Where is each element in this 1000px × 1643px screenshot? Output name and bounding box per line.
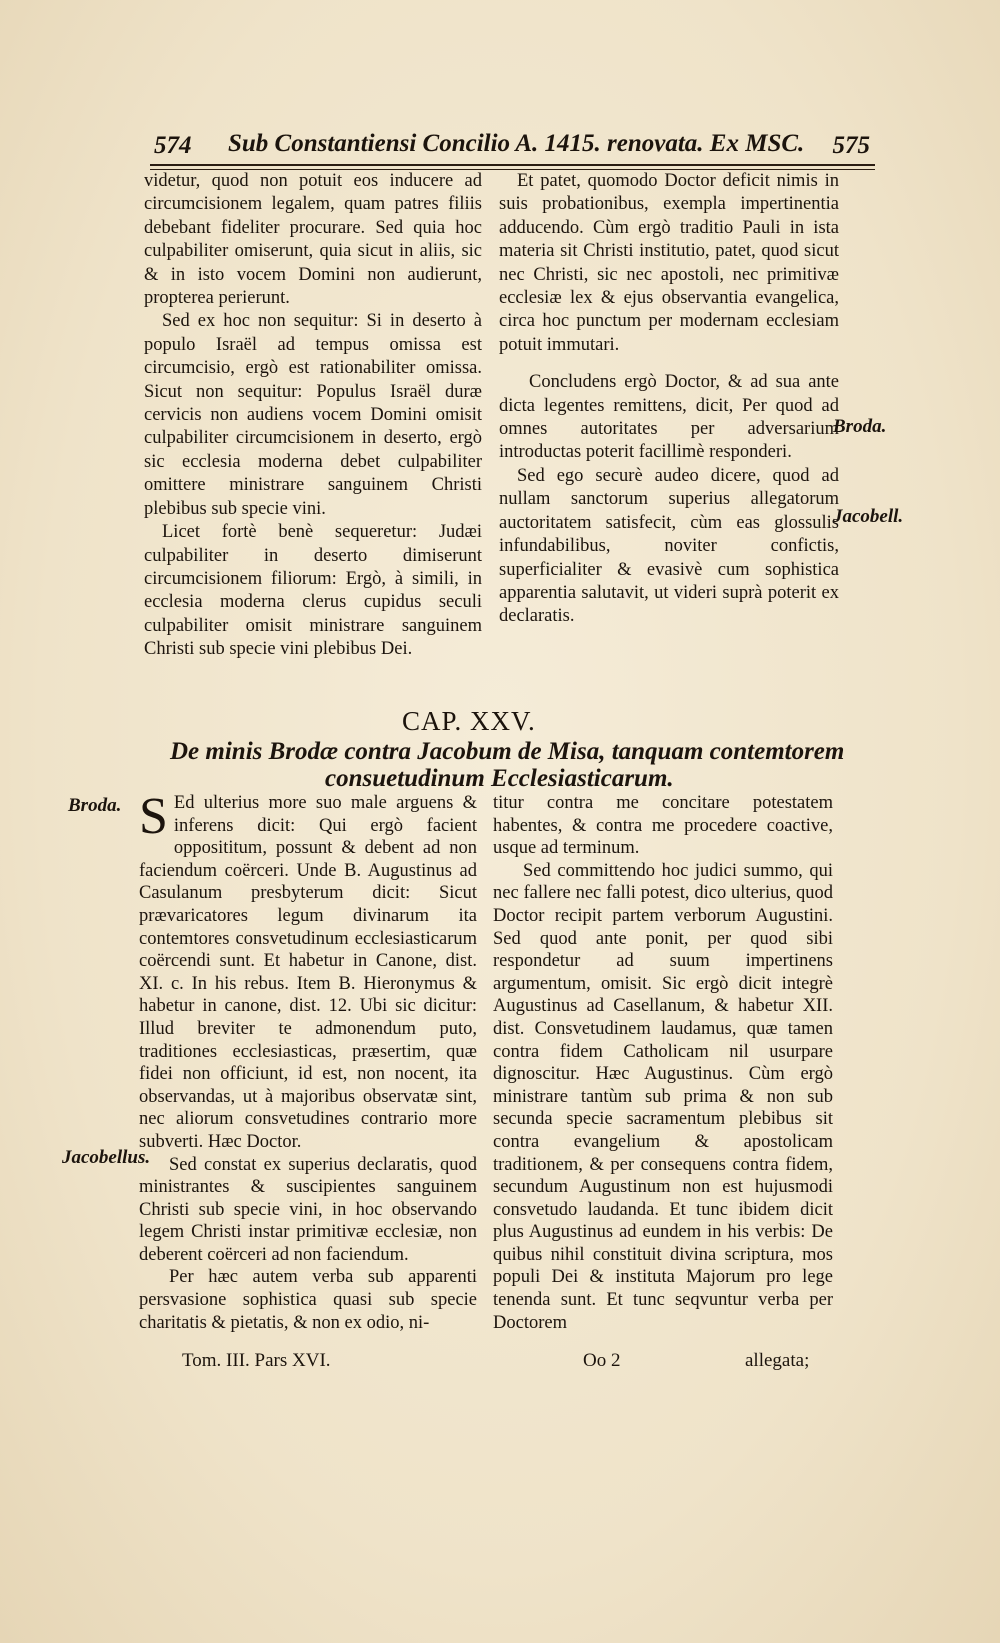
chapter-title-line1: De minis Brodæ contra Jacobum de Misa, tanquam contemtorem [170,738,845,765]
volume-label: Tom. III. Pars XVI. [182,1350,331,1371]
paragraph: Sed ex hoc non sequitur: Si in deserto à populo Israël ad tempus omissa est circumcisio, ergò est rationabiliter omissa. Sicut non sequitur: Populus Israël duræ cervicis non audiens vocem Domini omisit culpabiliter circumcisionem in deserto, ergò sic ecclesia moderna debet culpabiliter omittere ministrare sanguinem Christi plebibus sub specie vini. [144,311,482,519]
paragraph: Sed constat ex superius declaratis, quod ministrantes & suscipientes sanguinem Christi sub specie vini, in hoc observando legem Christi instar primitivæ ecclesiæ, non deberent coërceri ad non faciendum. [139,1154,477,1265]
drop-cap: S [139,788,168,845]
column-lower-right [493,792,833,1334]
paragraph-text: Ed ulterius more suo male arguens & inferens dicit: Qui ergò facient opposititum, possunt & debent ad non faciendum coërceri. Unde B. Augustinus ad Casulanum presbyterum dicit: Sicut prævaricatores legum divinarum ita contemtores consvetudinum ecclesiasticarum coërcendi sunt. Et habetur in Canone, dist. XI. c. In his rebus. Item B. Hieronymus & habetur in canone, dist. 12. Ubi sic dicitur: Illud breviter te admonendum puto, traditiones ecclesiasticas, præsertim, quæ fidei non officiunt, id est, non nocent, ita observandas, ut à majoribus observatæ sint, nec aliorum consvetudines contrario more subverti. Hæc Doctor. [139,793,477,1152]
running-header [150,130,870,166]
paragraph: Licet fortè benè sequeretur: Judæi culpabiliter in deserto dimiserunt circumcisionem filiorum: Ergò, à simili, in ecclesia moderna clerus cupidus seculi culpabiliter omisit ministrare sanguinem Christi sub specie vini plebibus Dei. [144,522,482,660]
paragraph: Per hæc autem verba sub apparenti persvasione sophistica quasi sub specie charitatis & pietatis, & non ex odio, ni- [139,1267,477,1333]
header-rule-thick [150,164,875,166]
margin-note-broda-left: Broda. [68,795,122,816]
column-lower-left [139,788,477,1334]
catchword: allegata; [745,1350,810,1371]
page-number-right: 575 [832,132,870,159]
margin-note-jacobellus: Jacobellus. [62,1147,151,1168]
column-upper-right [499,170,839,629]
paragraph: videtur, quod non potuit eos inducere ad circumcisionem legalem, quam patres filiis debebant fideliter procurare. Sed quia hoc culpabiliter omiserunt, quia sicut in aliis, sic & in isto vocem Domini non audierunt, propterea perierunt. [144,171,482,309]
paragraph: Sed committendo hoc judici summo, qui nec fallere nec falli potest, dico ulterius, quod Doctor recipit partem verborum Augustini. Sed quod ante ponit, per quod sibi respondetur ad suum impertinens argumentum, omisit. Sic ergò dicit integrè Augustinus ad Casellanum, & habetur XII. dist. Consvetudinem laudamus, quæ tamen contra fidem Catholicam nil usurpare dignoscitur. Hæc Augustinus. Cùm ergò ministrare tantùm sub prima & non sub secunda specie sacramentum plebibus sit contra evangelium & apostolicam traditionem, & per consequens contra fidem, secundum Augustinum non est hujusmodi consvetudo laudanda. Et tunc ibidem dicit plus Augustinus ad eundem in his verbis: De quibus nihil constituit divina scriptura, mos populi Dei & instituta Majorum pro lege tenenda sunt. Et tunc seqvuntur verba per Doctorem [493,860,833,1333]
paragraph: Sed ego securè audeo dicere, quod ad nullam sanctorum superius allegatorum auctoritatem satisfecit, cùm eas glossulis infundabilibus, noviter confictis, superficialiter & evasivè cum sophistica apparentia salutavit, ut videri suprà poterit ex declaratis. [499,465,839,627]
chapter-title-line2: consuetudinum Ecclesiasticarum. [325,765,674,792]
paragraph [139,788,477,1154]
paragraph: titur contra me concitare potestatem habentes, & contra me procedere coactive, usque ad terminum. [493,793,833,859]
margin-note-jacobell: Jacobell. [833,506,904,527]
signature-mark: Oo 2 [583,1350,621,1371]
running-title: Sub Constantiensi Concilio A. 1415. renovata. Ex MSC. [228,130,805,157]
column-upper-left [144,170,482,662]
page-number-left: 574 [154,132,192,159]
chapter-number: CAP. XXV. [402,706,536,736]
paragraph: Concludens ergò Doctor, & ad sua ante dicta legentes remittens, dicit, Per quod ad omnes autoritates per adversarium introductas poterit facillimè responderi. [499,372,839,463]
paragraph: Et patet, quomodo Doctor deficit nimis in suis probationibus, exempla impertinentia adducendo. Cùm ergò traditio Pauli in ista materia sit Christi institutio, patet, quod sicut nec Christi, sic nec apostoli, nec primitivæ ecclesiæ lex & ejus observantia evangelica, circa hoc punctum per modernam ecclesiam potuit immutari. [499,171,839,355]
margin-note-broda: Broda. [833,416,887,437]
